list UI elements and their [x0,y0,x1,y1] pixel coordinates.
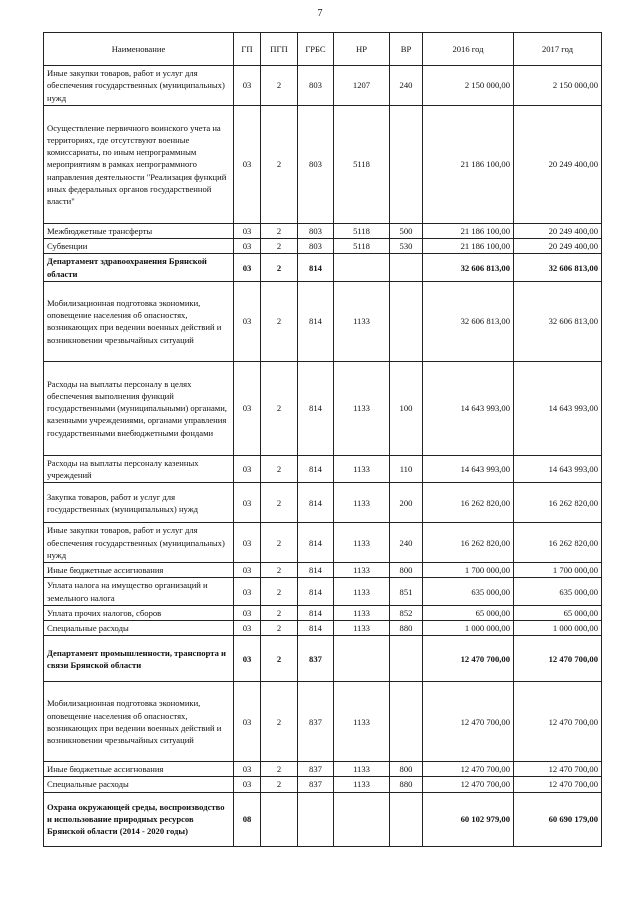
row-2017-cell: 20 249 400,00 [514,224,602,239]
table-row [44,777,602,792]
row-grbs-cell: 803 [298,239,334,254]
table-row [44,483,602,523]
row-name-cell: Межбюджетные трансферты [44,224,234,239]
table-row [44,578,602,605]
row-2017-cell: 32 606 813,00 [514,254,602,281]
budget-table [43,32,602,847]
row-gp-cell: 03 [234,762,261,777]
row-vr-cell [390,682,423,762]
row-vr-cell [390,281,423,361]
row-2017-cell: 2 150 000,00 [514,66,602,106]
row-gp-cell: 03 [234,578,261,605]
row-gp-cell: 03 [234,224,261,239]
row-name-cell: Мобилизационная подготовка экономики, оповещение населения об опасностях, возникающих при ведении военных действий и возникновении чрезвычайных ситуаций [44,682,234,762]
table-row [44,523,602,563]
row-gp-cell: 03 [234,483,261,523]
row-nr-cell: 5118 [334,224,390,239]
row-2017-cell: 20 249 400,00 [514,239,602,254]
row-2017-cell: 12 470 700,00 [514,636,602,682]
row-2016-cell: 12 470 700,00 [423,636,514,682]
row-pgp-cell: 2 [261,106,298,224]
row-pgp-cell: 2 [261,66,298,106]
table-row [44,455,602,482]
row-grbs-cell: 837 [298,636,334,682]
row-vr-cell: 200 [390,483,423,523]
row-2017-cell: 14 643 993,00 [514,361,602,455]
row-2016-cell: 60 102 979,00 [423,792,514,846]
row-2016-cell: 32 606 813,00 [423,281,514,361]
row-pgp-cell: 2 [261,636,298,682]
row-vr-cell: 530 [390,239,423,254]
row-2017-cell: 16 262 820,00 [514,523,602,563]
column-header: 2017 год [514,33,602,66]
row-grbs-cell: 814 [298,455,334,482]
row-vr-cell: 100 [390,361,423,455]
row-2017-cell: 32 606 813,00 [514,281,602,361]
table-row [44,224,602,239]
row-gp-cell: 03 [234,605,261,620]
row-grbs-cell: 803 [298,224,334,239]
row-2016-cell: 21 186 100,00 [423,239,514,254]
row-2016-cell: 14 643 993,00 [423,455,514,482]
row-gp-cell: 03 [234,563,261,578]
row-name-cell: Иные закупки товаров, работ и услуг для обеспечения государственных (муниципальных) нужд [44,66,234,106]
row-2017-cell: 12 470 700,00 [514,682,602,762]
table-row [44,281,602,361]
row-vr-cell: 880 [390,777,423,792]
row-nr-cell: 1133 [334,455,390,482]
row-grbs-cell: 814 [298,523,334,563]
row-2017-cell: 635 000,00 [514,578,602,605]
row-name-cell: Иные бюджетные ассигнования [44,563,234,578]
row-name-cell: Закупка товаров, работ и услуг для государственных (муниципальных) нужд [44,483,234,523]
row-grbs-cell: 814 [298,483,334,523]
row-nr-cell: 1133 [334,361,390,455]
row-name-cell: Департамент здравоохранения Брянской области [44,254,234,281]
table-row [44,66,602,106]
table-row [44,106,602,224]
column-header: Наименование [44,33,234,66]
row-2016-cell: 12 470 700,00 [423,777,514,792]
row-name-cell: Специальные расходы [44,621,234,636]
row-nr-cell: 1133 [334,682,390,762]
row-vr-cell: 800 [390,563,423,578]
row-gp-cell: 03 [234,777,261,792]
row-pgp-cell: 2 [261,224,298,239]
row-vr-cell: 800 [390,762,423,777]
row-2017-cell: 12 470 700,00 [514,762,602,777]
table-header-row [44,33,602,66]
row-gp-cell: 03 [234,361,261,455]
table-row [44,621,602,636]
column-header: ГРБС [298,33,334,66]
table-row [44,636,602,682]
row-grbs-cell: 814 [298,605,334,620]
row-2017-cell: 14 643 993,00 [514,455,602,482]
row-name-cell: Осуществление первичного воинского учета на территориях, где отсутствуют военные комиссариаты, по иным непрограммным мероприятиям в рамках непрограммного направления деятельности "Реализация функций иных федеральных органов государственной власти" [44,106,234,224]
row-nr-cell [334,636,390,682]
row-2016-cell: 65 000,00 [423,605,514,620]
row-name-cell: Иные закупки товаров, работ и услуг для обеспечения государственных (муниципальных) нужд [44,523,234,563]
row-nr-cell: 1133 [334,281,390,361]
row-vr-cell: 110 [390,455,423,482]
row-name-cell: Департамент промышленности, транспорта и связи Брянской области [44,636,234,682]
row-2016-cell: 12 470 700,00 [423,762,514,777]
row-nr-cell [334,254,390,281]
row-gp-cell: 03 [234,106,261,224]
row-gp-cell: 03 [234,455,261,482]
row-gp-cell: 03 [234,523,261,563]
row-2016-cell: 16 262 820,00 [423,523,514,563]
row-nr-cell: 1133 [334,483,390,523]
table-row [44,605,602,620]
table-row [44,792,602,846]
row-2016-cell: 2 150 000,00 [423,66,514,106]
row-name-cell: Мобилизационная подготовка экономики, оповещение населения об опасностях, возникающих при ведении военных действий и возникновении чрезвычайных ситуаций [44,281,234,361]
row-pgp-cell: 2 [261,523,298,563]
row-nr-cell: 1133 [334,563,390,578]
row-grbs-cell: 837 [298,777,334,792]
row-2016-cell: 14 643 993,00 [423,361,514,455]
row-vr-cell [390,106,423,224]
row-name-cell: Уплата прочих налогов, сборов [44,605,234,620]
row-pgp-cell: 2 [261,682,298,762]
row-2016-cell: 1 700 000,00 [423,563,514,578]
row-pgp-cell: 2 [261,455,298,482]
row-pgp-cell: 2 [261,777,298,792]
row-gp-cell: 03 [234,254,261,281]
row-grbs-cell: 814 [298,281,334,361]
row-2017-cell: 12 470 700,00 [514,777,602,792]
row-pgp-cell: 2 [261,762,298,777]
row-grbs-cell: 814 [298,578,334,605]
row-name-cell: Субвенции [44,239,234,254]
column-header: 2016 год [423,33,514,66]
row-nr-cell: 5118 [334,106,390,224]
table-row [44,762,602,777]
row-vr-cell: 240 [390,66,423,106]
row-pgp-cell: 2 [261,239,298,254]
row-2017-cell: 60 690 179,00 [514,792,602,846]
row-2017-cell: 1 000 000,00 [514,621,602,636]
row-pgp-cell: 2 [261,621,298,636]
row-2017-cell: 16 262 820,00 [514,483,602,523]
column-header: НР [334,33,390,66]
column-header: ВР [390,33,423,66]
table-body [44,66,602,847]
row-grbs-cell [298,792,334,846]
row-gp-cell: 03 [234,239,261,254]
row-2017-cell: 65 000,00 [514,605,602,620]
row-2016-cell: 12 470 700,00 [423,682,514,762]
row-nr-cell: 1207 [334,66,390,106]
row-nr-cell [334,792,390,846]
row-name-cell: Иные бюджетные ассигнования [44,762,234,777]
row-name-cell: Расходы на выплаты персоналу казенных учреждений [44,455,234,482]
row-pgp-cell: 2 [261,605,298,620]
row-grbs-cell: 814 [298,621,334,636]
row-nr-cell: 1133 [334,777,390,792]
row-grbs-cell: 814 [298,563,334,578]
row-pgp-cell: 2 [261,361,298,455]
row-vr-cell: 852 [390,605,423,620]
table-row [44,254,602,281]
column-header: ГП [234,33,261,66]
row-nr-cell: 5118 [334,239,390,254]
row-grbs-cell: 837 [298,762,334,777]
row-gp-cell: 03 [234,621,261,636]
row-name-cell: Расходы на выплаты персоналу в целях обеспечения выполнения функций государственными (муниципальными) органами, казенными учреждениями, органами управления государственными внебюджетными фондами [44,361,234,455]
row-grbs-cell: 803 [298,66,334,106]
row-pgp-cell: 2 [261,578,298,605]
column-header: ПГП [261,33,298,66]
row-name-cell: Специальные расходы [44,777,234,792]
table-row [44,682,602,762]
row-name-cell: Охрана окружающей среды, воспроизводство и использование природных ресурсов Брянской области (2014 - 2020 годы) [44,792,234,846]
row-vr-cell [390,792,423,846]
row-2016-cell: 635 000,00 [423,578,514,605]
row-2016-cell: 21 186 100,00 [423,224,514,239]
row-nr-cell: 1133 [334,762,390,777]
row-nr-cell: 1133 [334,621,390,636]
row-2016-cell: 1 000 000,00 [423,621,514,636]
row-gp-cell: 03 [234,281,261,361]
row-grbs-cell: 814 [298,361,334,455]
table-row [44,239,602,254]
row-vr-cell: 240 [390,523,423,563]
row-2016-cell: 16 262 820,00 [423,483,514,523]
row-2017-cell: 1 700 000,00 [514,563,602,578]
row-grbs-cell: 837 [298,682,334,762]
table-row [44,361,602,455]
row-grbs-cell: 803 [298,106,334,224]
row-pgp-cell: 2 [261,563,298,578]
row-vr-cell: 880 [390,621,423,636]
row-grbs-cell: 814 [298,254,334,281]
row-2016-cell: 32 606 813,00 [423,254,514,281]
row-vr-cell [390,636,423,682]
row-nr-cell: 1133 [334,523,390,563]
row-pgp-cell: 2 [261,281,298,361]
row-pgp-cell: 2 [261,483,298,523]
row-pgp-cell [261,792,298,846]
row-2017-cell: 20 249 400,00 [514,106,602,224]
row-vr-cell: 851 [390,578,423,605]
table-row [44,563,602,578]
row-name-cell: Уплата налога на имущество организаций и земельного налога [44,578,234,605]
page-number: 7 [317,8,323,19]
row-nr-cell: 1133 [334,605,390,620]
row-gp-cell: 08 [234,792,261,846]
row-gp-cell: 03 [234,636,261,682]
row-nr-cell: 1133 [334,578,390,605]
row-vr-cell [390,254,423,281]
row-pgp-cell: 2 [261,254,298,281]
row-gp-cell: 03 [234,66,261,106]
row-2016-cell: 21 186 100,00 [423,106,514,224]
row-gp-cell: 03 [234,682,261,762]
row-vr-cell: 500 [390,224,423,239]
